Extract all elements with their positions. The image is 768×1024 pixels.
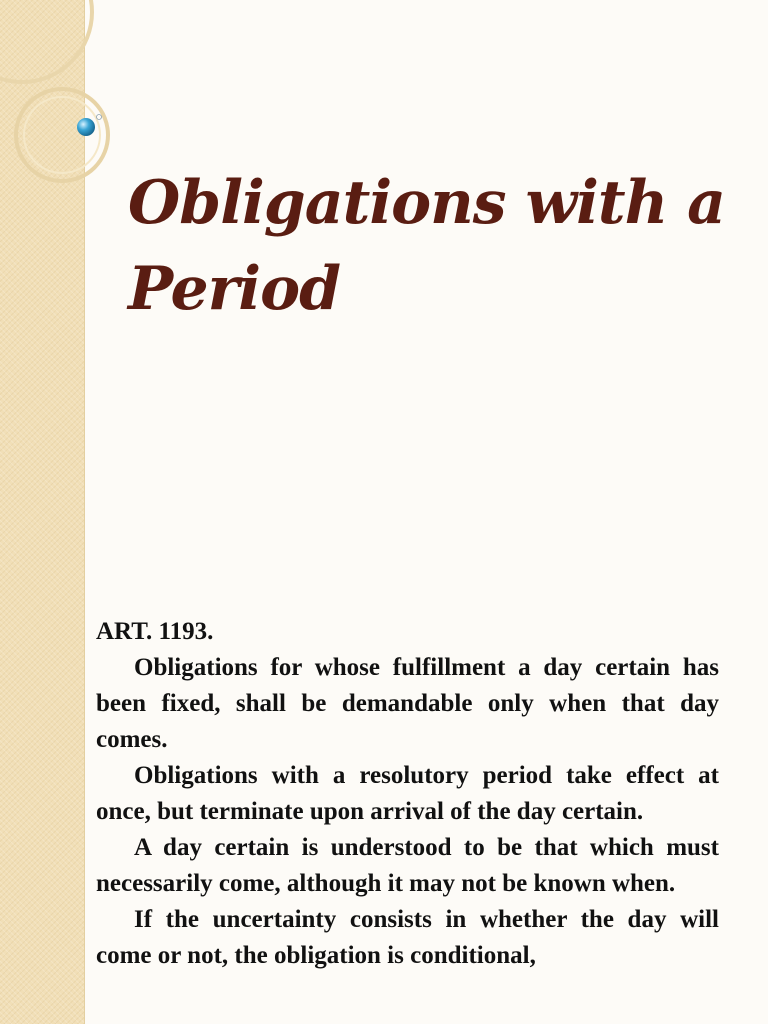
- slide-body: [96, 614, 719, 974]
- title-line-2: Period: [128, 254, 341, 324]
- decorative-circles-graphic: [0, 0, 130, 200]
- article-heading: ART. 1193.: [96, 618, 214, 645]
- small-ring-icon: [97, 115, 102, 120]
- title-line-1: Obligations with a: [128, 168, 725, 238]
- slide-title: [128, 160, 748, 332]
- decorative-ring: [0, 0, 92, 82]
- paragraph: Obligations for whose fulfillment a day certain has been fixed, shall be demandable only when that day comes.: [96, 654, 719, 753]
- decorative-ring: [16, 89, 108, 181]
- paragraph: A day certain is understood to be that which must necessarily come, although it may not be known when.: [96, 834, 719, 897]
- paragraph: If the uncertainty consists in whether the day will come or not, the obligation is conditional,: [96, 906, 719, 969]
- blue-bead-icon: [77, 118, 95, 136]
- paragraph: Obligations with a resolutory period take effect at once, but terminate upon arrival of the day certain.: [96, 762, 719, 825]
